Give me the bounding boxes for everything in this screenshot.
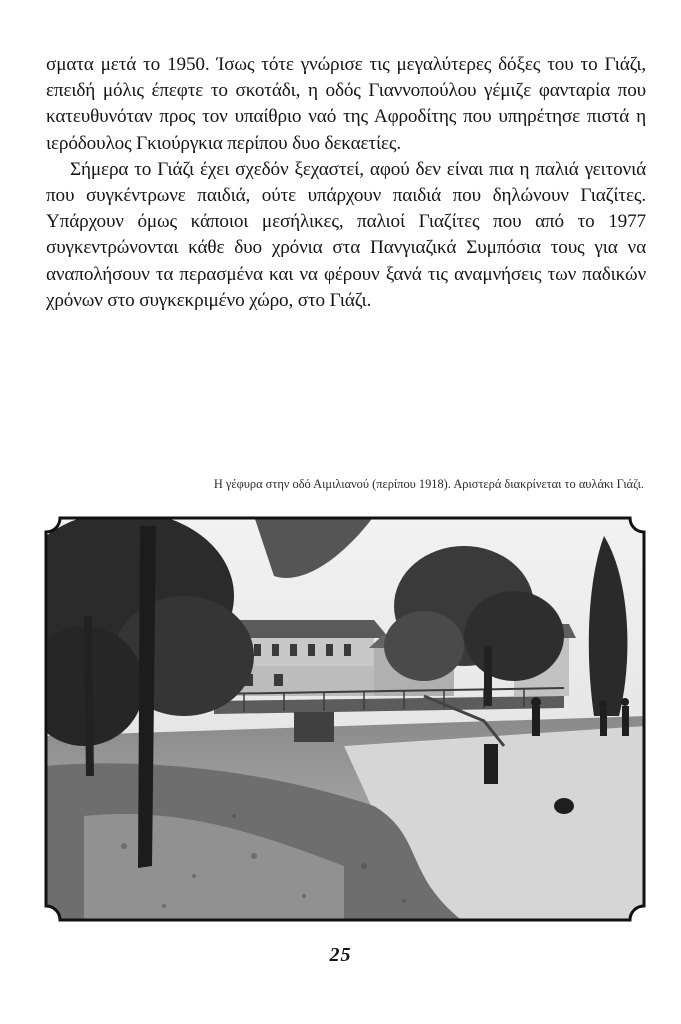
page-number: 25 bbox=[329, 944, 352, 966]
paragraph-1: σματα μετά το 1950. Ίσως τότε γνώρισε τις μεγαλύτερες δόξες του το Γιάζι, επειδή μόλις έπεφτε το σκοτάδι, η οδός Γιαννοπούλου γέμιζε φανταρία που κατευθυνόταν προς τον υπαίθριο ναό της Αφροδίτης που υπηρέτησε πιστά η ιερόδουλος Γκιούργκια περίπου δυο δεκαετίες. bbox=[46, 54, 646, 154]
historic-bridge-photo bbox=[44, 516, 646, 922]
body-text bbox=[46, 52, 646, 314]
paragraph-2: Σήμερα το Γιάζι έχει σχεδόν ξεχαστεί, αφού δεν είναι πια η παλιά γειτονιά που συγκέντρωνε παιδιά, ούτε υπάρχουν παιδιά που δηλώνουν Γιαζίτες. Υπάρχουν όμως κάποιοι μεσήλικες, παλιοί Γιαζίτες που από το 1977 συγκεντρώνονται κάθε δυο χρόνια στα Πανγιαζικά Συμπόσια τους για να αναπολήσουν τα περασμένα και να φέρουν ξανά τις αναμνήσεις των παδικών χρόνων στο συγκεκριμένο χώρο, στο Γιάζι. bbox=[46, 158, 646, 311]
photo-caption: Η γέφυρα στην οδό Αιμιλιανού (περίπου 1918). Αριστερά διακρίνεται το αυλάκι Γιάζι. bbox=[213, 477, 644, 491]
